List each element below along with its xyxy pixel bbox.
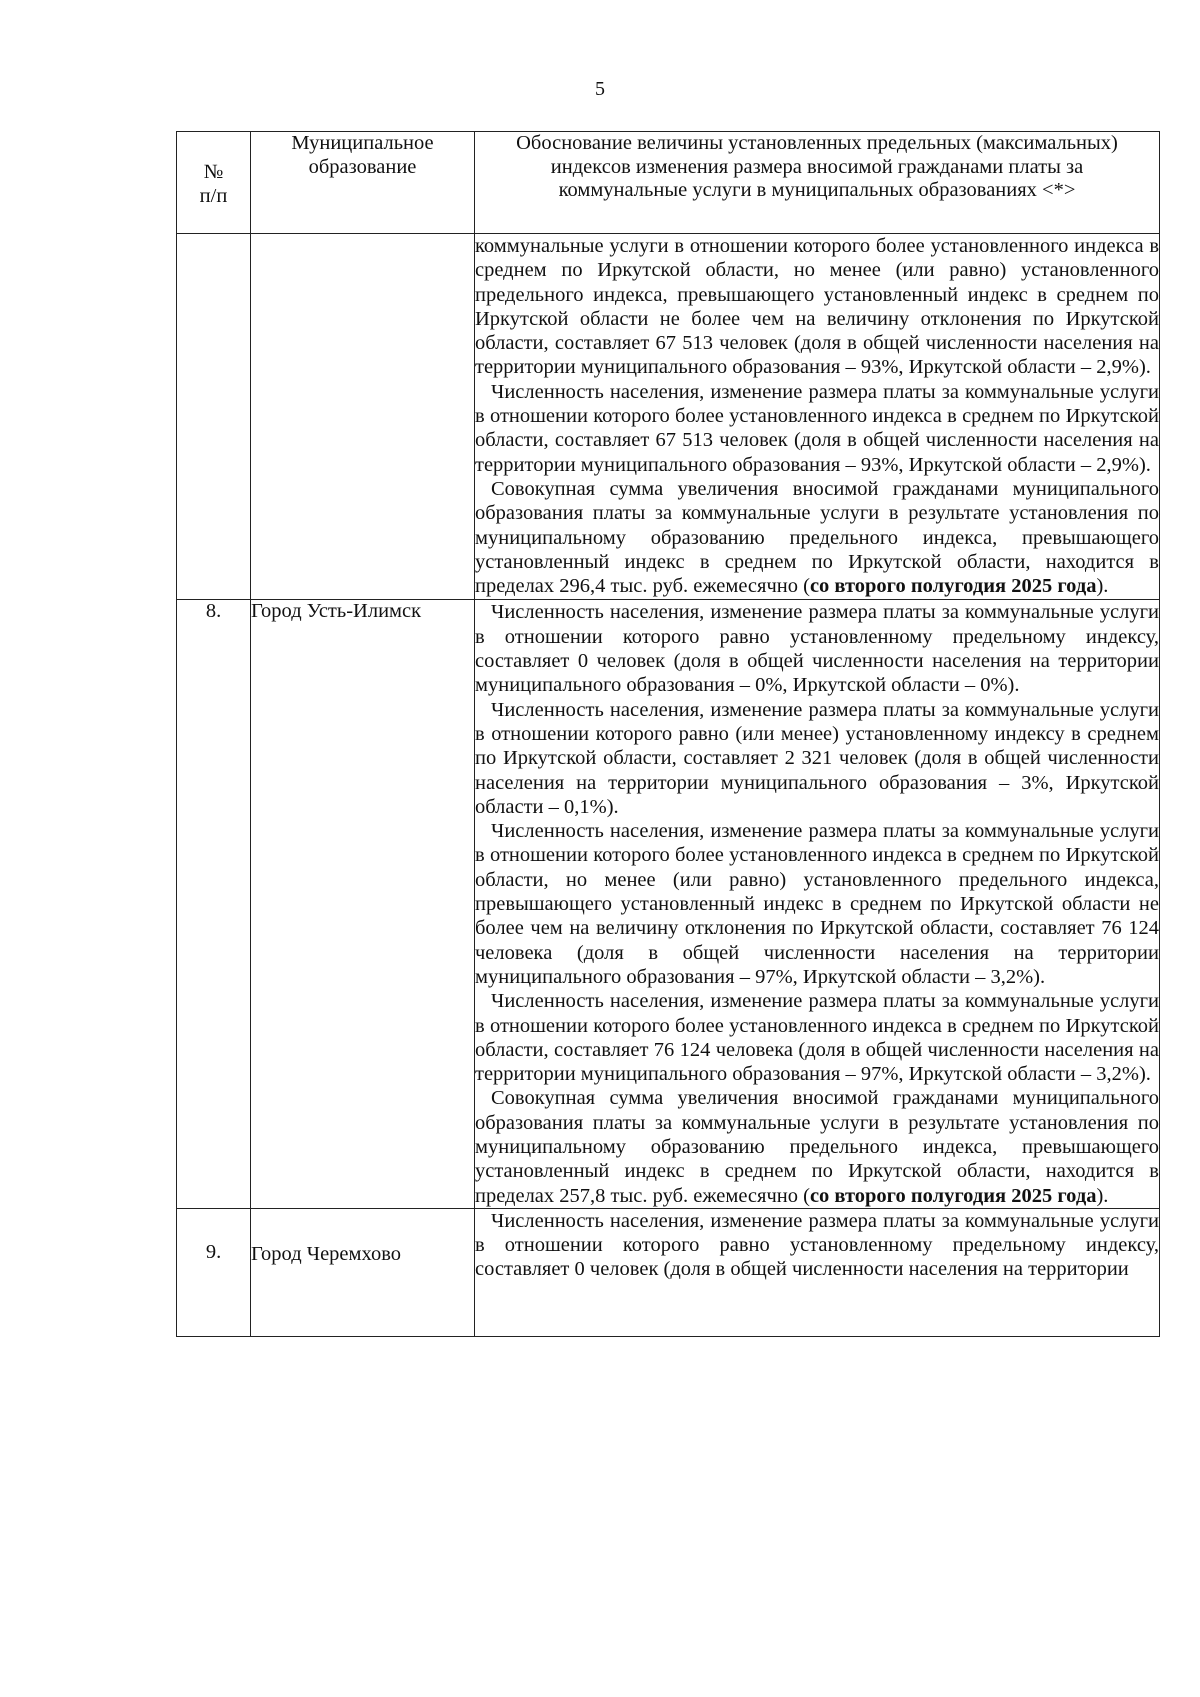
justification-paragraph: Численность населения, изменение размера платы за коммунальные услуги в отношении которого более установленного индекса в среднем по Иркутской области, но менее (или равно) установленного предельного индекса, превышающего установленный индекс в среднем по Иркутской области не более чем на величину отклонения по Иркутской области, составляет 76 124 человека (доля в общей численности населения на территории муниципального образования – 97%, Иркутской области – 3,2%). bbox=[475, 820, 1159, 988]
row-municipality: Город Черемхово bbox=[251, 1208, 475, 1336]
header-municipality: Муниципальное образование bbox=[251, 132, 475, 234]
page-number: 5 bbox=[595, 78, 605, 100]
summary-tail: ). bbox=[1096, 575, 1109, 598]
header-justification: Обоснование величины установленных предельных (максимальных) индексов изменения размера вносимой гражданами платы за коммунальные услуги в муниципальных образованиях <*> bbox=[475, 132, 1160, 234]
table-row-9 bbox=[177, 1208, 1160, 1336]
justification-paragraph: Численность населения, изменение размера платы за коммунальные услуги в отношении которого более установленного индекса в среднем по Иркутской области, составляет 76 124 человека (доля в общей численности населения на территории муниципального образования – 97%, Иркутской области – 3,2%). bbox=[475, 990, 1159, 1086]
row-justification bbox=[475, 600, 1160, 1208]
justification-paragraph: Численность населения, изменение размера платы за коммунальные услуги в отношении которого равно установленному предельному индексу, составляет 0 человек (доля в общей численности населения на территории муниципального образования – 0%, Иркутской области – 0%). bbox=[475, 601, 1159, 697]
table-header-row bbox=[177, 132, 1160, 234]
justification-paragraph: коммунальные услуги в отношении которого более установленного индекса в среднем по Иркутской области, но менее (или равно) установленного предельного индекса, превышающего установленный индекс в среднем по Иркутской области не более чем на величину отклонения по Иркутской области, составляет 67 513 человек (доля в общей численности населения на территории муниципального образования – 93%, Иркутской области – 2,9%). bbox=[475, 235, 1159, 379]
header-number bbox=[177, 132, 251, 234]
row-number: 9. bbox=[177, 1208, 251, 1336]
justification-paragraph: Численность населения, изменение размера платы за коммунальные услуги в отношении которого более установленного индекса в среднем по Иркутской области, составляет 67 513 человек (доля в общей численности населения на территории муниципального образования – 93%, Иркутской области – 2,9%). bbox=[475, 380, 1159, 476]
justification-summary bbox=[475, 1086, 1159, 1207]
row-municipality: Город Усть-Илимск bbox=[251, 600, 475, 1208]
summary-tail: ). bbox=[1096, 1184, 1109, 1207]
justification-paragraph: Численность населения, изменение размера платы за коммунальные услуги в отношении которого равно установленному предельному индексу, составляет 0 человек (доля в общей численности населения на территории bbox=[475, 1209, 1159, 1281]
summary-text: Совокупная сумма увеличения вносимой гражданами муниципального образования платы за коммунальные услуги в результате установления по муниципальному образованию предельного индекса, превышающего установленный индекс в среднем по Иркутской области, находится в пределах 296,4 тыс. руб. ежемесячно ( bbox=[475, 477, 1159, 598]
justification-paragraph: Численность населения, изменение размера платы за коммунальные услуги в отношении которого равно (или менее) установленному индексу в среднем по Иркутской области, составляет 2 321 человек (доля в общей численности населения на территории муниципального образования – 3%, Иркутской области – 0,1%). bbox=[475, 698, 1159, 818]
table-row-8 bbox=[177, 600, 1160, 1208]
header-number-text: № п/п bbox=[199, 161, 228, 207]
indices-table bbox=[176, 131, 1160, 1337]
row-number bbox=[177, 234, 251, 600]
summary-period: со второго полугодия 2025 года bbox=[809, 575, 1097, 598]
row-justification bbox=[475, 234, 1160, 600]
row-municipality bbox=[251, 234, 475, 600]
table-row-continuation bbox=[177, 234, 1160, 600]
justification-summary bbox=[475, 477, 1159, 598]
row-number: 8. bbox=[177, 600, 251, 1208]
summary-period: со второго полугодия 2025 года bbox=[809, 1184, 1097, 1207]
summary-text: Совокупная сумма увеличения вносимой гражданами муниципального образования платы за коммунальные услуги в результате установления по муниципальному образованию предельного индекса, превышающего установленный индекс в среднем по Иркутской области, находится в пределах 257,8 тыс. руб. ежемесячно ( bbox=[475, 1087, 1159, 1207]
row-justification bbox=[475, 1208, 1160, 1336]
